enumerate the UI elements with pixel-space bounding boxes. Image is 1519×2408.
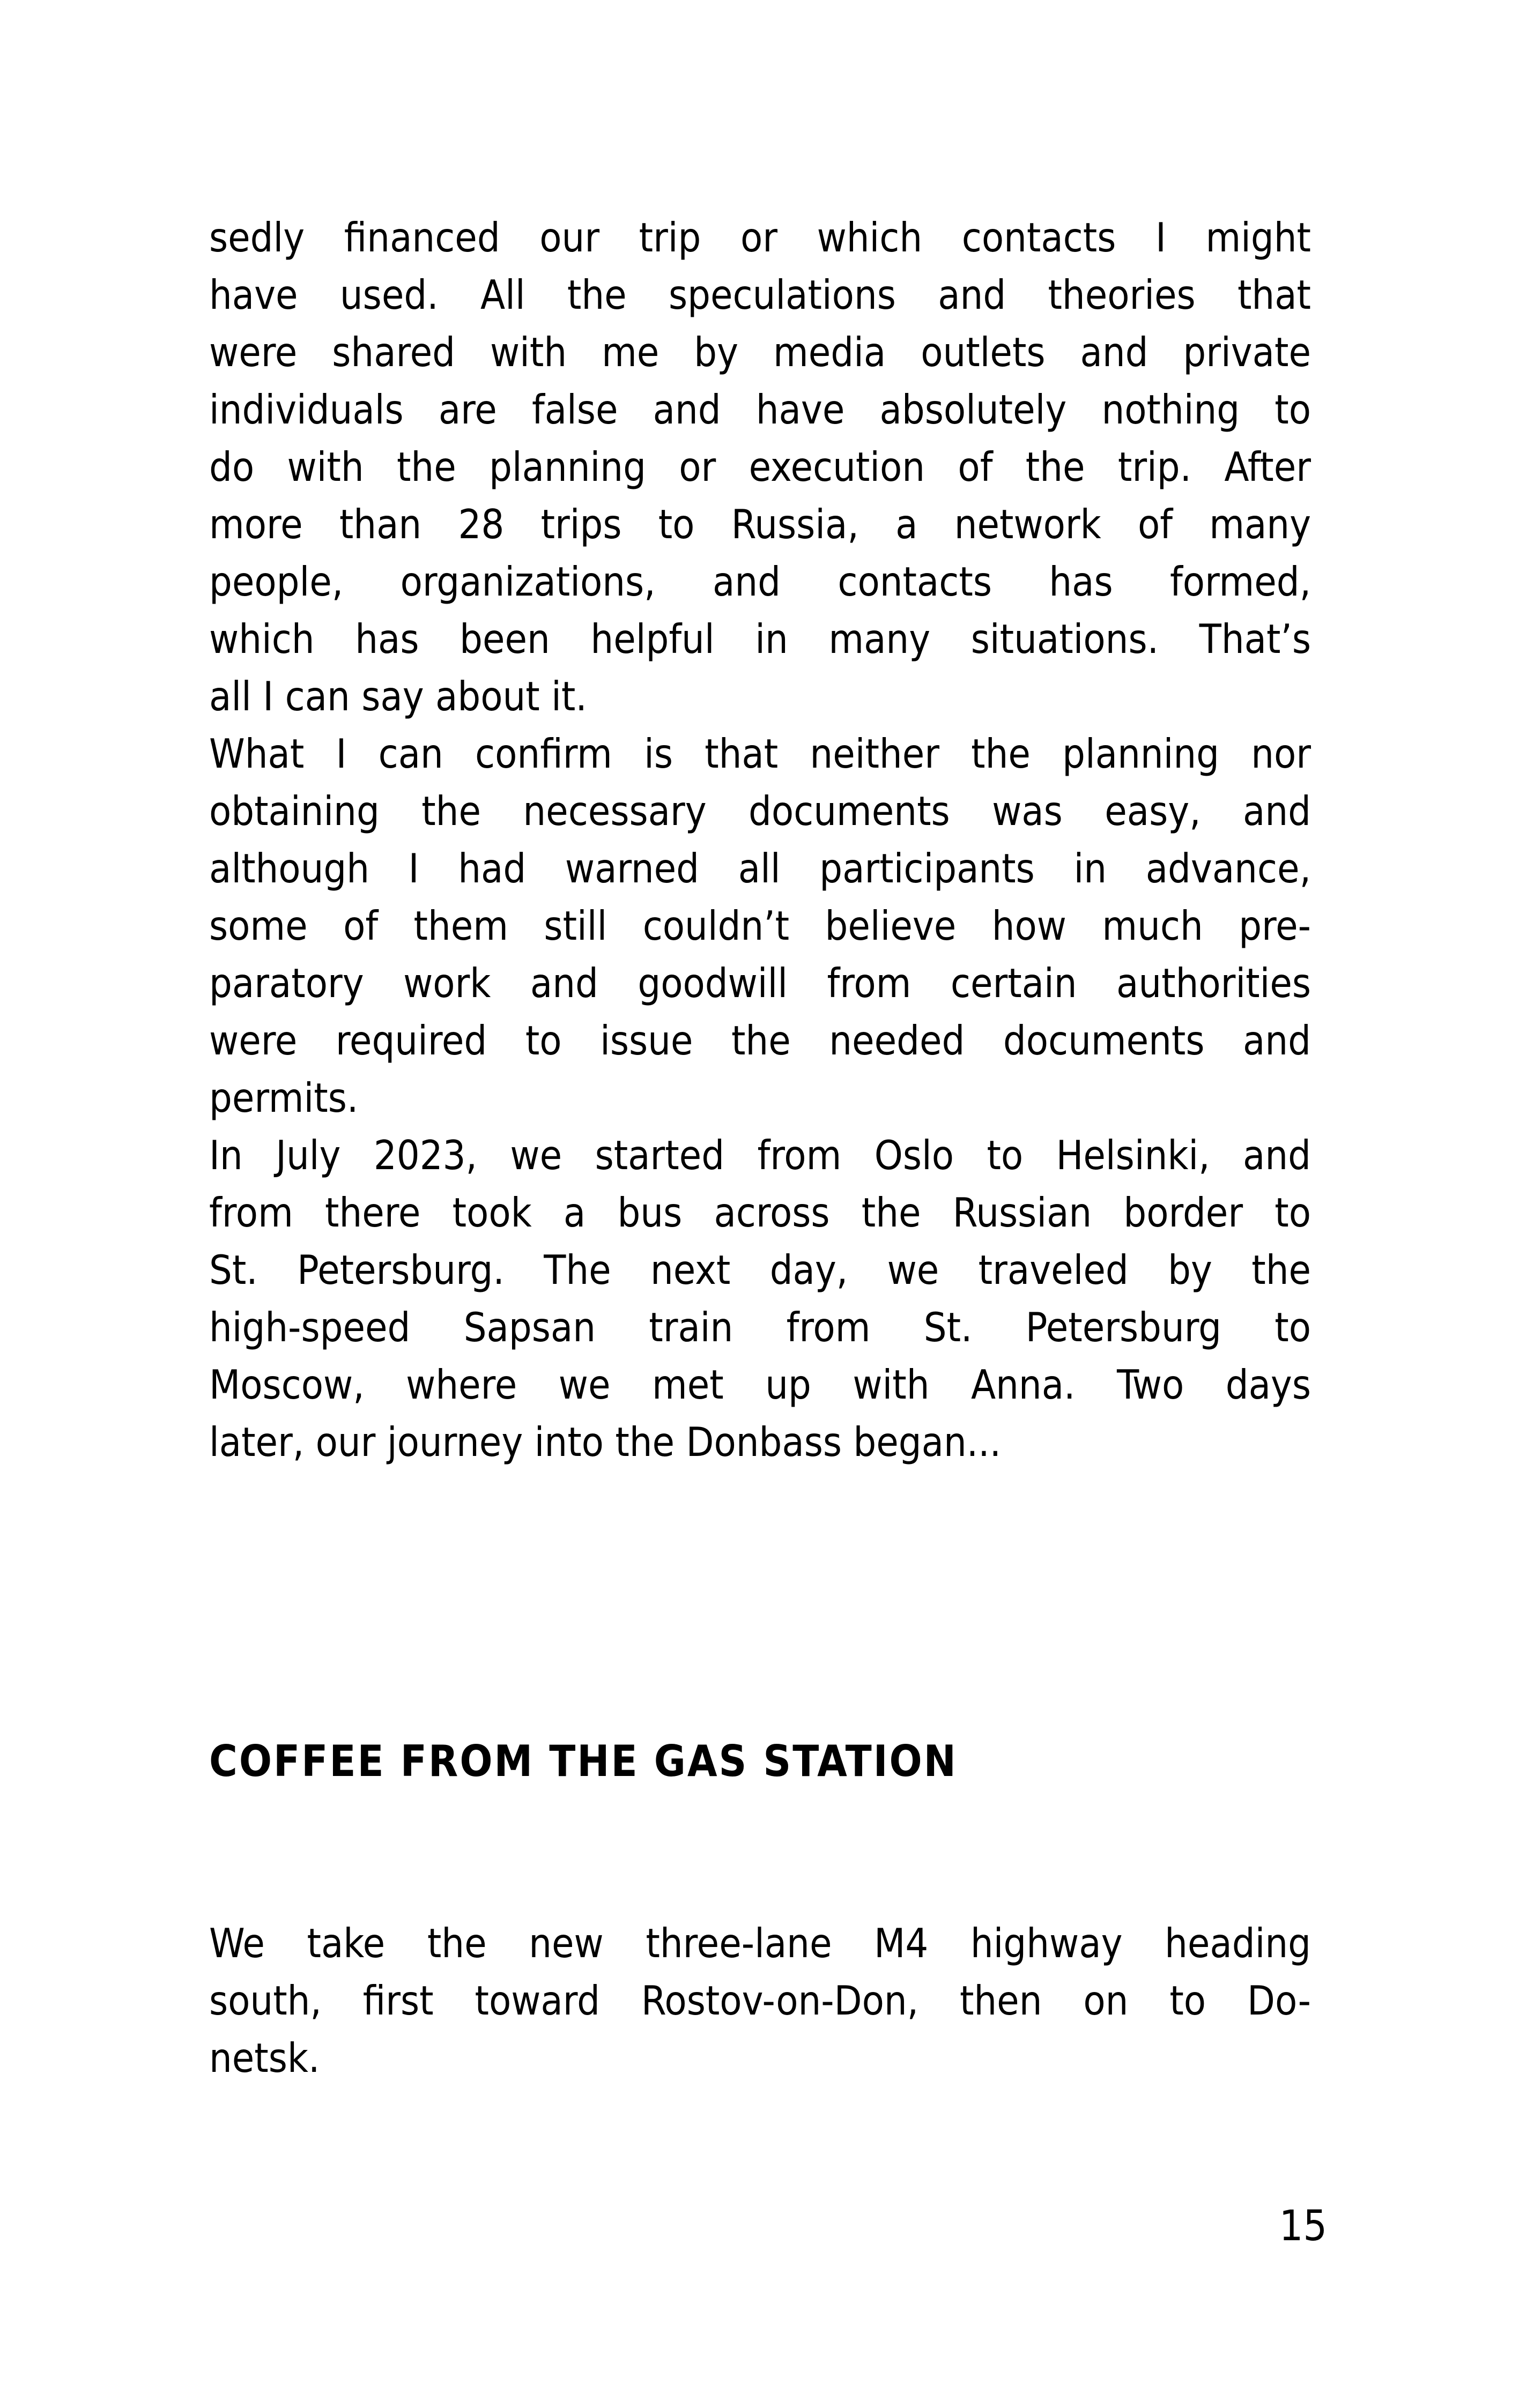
text-line: more than 28 trips to Russia, a network of many xyxy=(209,501,1311,548)
page-number: 15 xyxy=(1279,2202,1327,2250)
text-line: were required to issue the needed documents and xyxy=(209,1017,1311,1064)
text-line: were shared with me by media outlets and private xyxy=(209,329,1311,376)
text-line: In July 2023, we started from Oslo to Helsinki, and xyxy=(209,1132,1311,1179)
text-line: Moscow, where we met up with Anna. Two days xyxy=(209,1361,1311,1408)
text-line: later, our journey into the Donbass began... xyxy=(209,1418,1002,1466)
paragraph xyxy=(209,1915,1311,2087)
text-line: do with the planning or execution of the trip. After xyxy=(209,443,1311,490)
text-line: We take the new three-lane M4 highway heading xyxy=(209,1920,1311,1967)
text-line: south, first toward Rostov-on-Don, then on to Do- xyxy=(209,1977,1311,2024)
text-line: sedly financed our trip or which contacts I might xyxy=(209,214,1311,261)
text-line: all I can say about it. xyxy=(209,673,587,720)
paragraph xyxy=(209,1127,1311,1471)
text-line: What I can confirm is that neither the planning nor xyxy=(209,730,1311,777)
text-line: which has been helpful in many situations. That’s xyxy=(209,615,1311,663)
paragraph xyxy=(209,725,1311,1127)
text-line: high-speed Sapsan train from St. Petersburg to xyxy=(209,1304,1311,1351)
main-text-block xyxy=(209,209,1311,1471)
text-line: individuals are false and have absolutely nothing to xyxy=(209,386,1311,433)
section-text-block xyxy=(209,1915,1311,2087)
text-line: have used. All the speculations and theories that xyxy=(209,271,1311,318)
text-line: some of them still couldn’t believe how much pre- xyxy=(209,902,1311,949)
text-line: paratory work and goodwill from certain authorities xyxy=(209,960,1311,1007)
paragraph xyxy=(209,209,1311,725)
text-line: although I had warned all participants in advance, xyxy=(209,845,1311,892)
text-line: permits. xyxy=(209,1074,359,1121)
text-line: St. Petersburg. The next day, we traveled by the xyxy=(209,1246,1311,1294)
section-heading: COFFEE FROM THE GAS STATION xyxy=(209,1736,958,1786)
text-line: from there took a bus across the Russian border to xyxy=(209,1189,1311,1236)
text-line: people, organizations, and contacts has formed, xyxy=(209,558,1311,605)
text-line: netsk. xyxy=(209,2034,320,2082)
text-line: obtaining the necessary documents was easy, and xyxy=(209,787,1311,835)
